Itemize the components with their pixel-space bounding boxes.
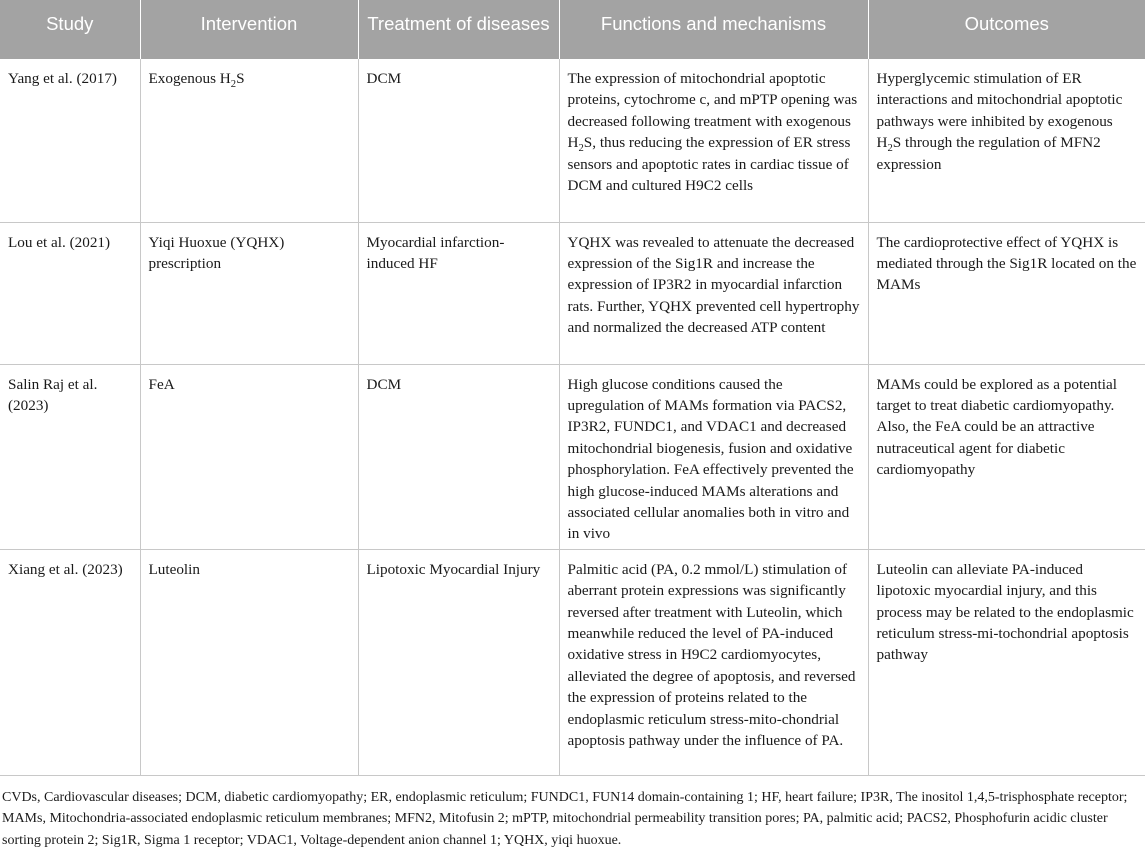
cell-functions — [559, 59, 868, 222]
cell-treatment: DCM — [358, 59, 559, 222]
cell-treatment: Lipotoxic Myocardial Injury — [358, 549, 559, 775]
cell-outcomes: The cardioprotective effect of YQHX is mediated through the Sig1R located on the MAMs — [868, 222, 1145, 364]
header-functions: Functions and mechanisms — [559, 0, 868, 59]
subscript: 2 — [578, 143, 584, 155]
table-row — [0, 222, 1145, 364]
header-treatment: Treatment of diseases — [358, 0, 559, 59]
cell-study: Salin Raj et al. (2023) — [0, 364, 140, 549]
table-footnote: CVDs, Cardiovascular diseases; DCM, diabetic cardiomyopathy; ER, endoplasmic reticulum; FUNDC1, FUN14 domain-containing 1; HF, heart failure; IP3R, The inositol 1,4,5-trisphosphate receptor; MAMs, Mitochondria-associated endoplasmic reticulum membranes; MFN2, Mitofusin 2; mPTP, mitochondrial permeability transition pores; PA, palmitic acid; PACS2, Phosphofurin acidic cluster sorting protein 2; Sig1R, Sigma 1 receptor; VDAC1, Voltage-dependent anion channel 1; YQHX, yiqi huoxue. — [2, 789, 1128, 848]
cell-functions: Palmitic acid (PA, 0.2 mmol/L) stimulation of aberrant protein expressions was significantly reversed after treatment with Luteolin, which meanwhile reduced the level of PA-induced oxidative stress in H9C2 cardiomyocytes, alleviated the degree of apoptosis, and reversed the expression of proteins related to the endoplasmic reticulum stress-mito-chondrial apoptosis pathway under the influence of PA. — [559, 549, 868, 775]
header-study: Study — [0, 0, 140, 59]
subscript: 2 — [230, 79, 237, 91]
cell-treatment: DCM — [358, 364, 559, 549]
cell-outcomes: MAMs could be explored as a potential target to treat diabetic cardiomyopathy. Also, the FeA could be an attractive nutraceutical agent for diabetic cardiomyopathy — [868, 364, 1145, 549]
header-outcomes: Outcomes — [868, 0, 1145, 59]
subscript: 2 — [887, 143, 893, 155]
cell-outcomes — [868, 59, 1145, 222]
cell-treatment: Myocardial infarction-induced HF — [358, 222, 559, 364]
cell-outcomes: Luteolin can alleviate PA-induced lipotoxic myocardial injury, and this process may be related to the endoplasmic reticulum stress-mi-tochondrial apoptosis pathway — [868, 549, 1145, 775]
header-intervention: Intervention — [140, 0, 358, 59]
header-row — [0, 0, 1145, 59]
cell-intervention: FeA — [140, 364, 358, 549]
cell-study: Xiang et al. (2023) — [0, 549, 140, 775]
intervention-text: Exogenous H — [148, 70, 231, 87]
table-row — [0, 364, 1145, 549]
cell-intervention: Yiqi Huoxue (YQHX) prescription — [140, 222, 358, 364]
cell-study: Yang et al. (2017) — [0, 59, 140, 222]
table-row — [0, 549, 1145, 775]
cell-functions: YQHX was revealed to attenuate the decreased expression of the Sig1R and increase the expression of IP3R2 in myocardial infarction rats. Further, YQHX prevented cell hypertrophy and normalized the decreased ATP content — [559, 222, 868, 364]
functions-text-end: S, thus reducing the expression of ER stress sensors and apoptotic rates in cardiac tissue of DCM and cultured H9C2 cells — [567, 134, 851, 195]
cell-intervention — [140, 59, 358, 222]
cell-study: Lou et al. (2021) — [0, 222, 140, 364]
table-row — [0, 59, 1145, 222]
cell-functions: High glucose conditions caused the upregulation of MAMs formation via PACS2, IP3R2, FUNDC1, and VDAC1 and decreased mitochondrial biogenesis, fusion and oxidative phosphorylation. FeA effectively prevented the high glucose-induced MAMs alterations and associated cellular anomalies both in vitro and in vivo — [559, 364, 868, 549]
table-body — [0, 59, 1145, 775]
outcomes-text-end: S through the regulation of MFN2 expression — [876, 134, 1101, 173]
functions-text: The expression of mitochondrial apoptotic proteins, cytochrome c, and mPTP opening was decreased following treatment with exogenous H — [567, 70, 858, 152]
cell-intervention: Luteolin — [140, 549, 358, 775]
intervention-text-end: S — [236, 70, 245, 87]
table-header — [0, 0, 1145, 59]
outcomes-text: Hyperglycemic stimulation of ER interactions and mitochondrial apoptotic pathways were inhibited by exogenous H — [876, 70, 1123, 152]
